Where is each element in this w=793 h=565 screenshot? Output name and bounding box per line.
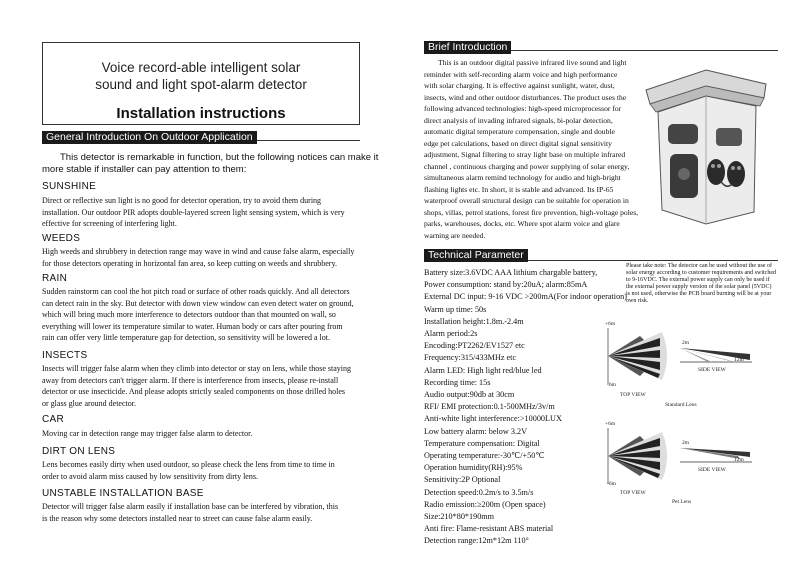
brief-banner: Brief Introduction <box>424 41 511 54</box>
body-line: installation. Our outdoor PIR adopts double-layered screen light sensing system, which is very <box>42 207 345 217</box>
title-line-2: sound and light spot-alarm detector <box>95 77 307 92</box>
body-line: everything will lower its temperature similar to water. Human body or cars after pouring from <box>42 321 343 331</box>
body-line: automatic digital temperature compensation, single and double <box>424 127 615 136</box>
spec-item: Frequency:315/433MHz etc <box>424 353 517 363</box>
body-line: order to avoid alarm miss caused by low sensitivity from dirty lens. <box>42 471 258 481</box>
spec-item: Temperature compensation: Digital <box>424 438 540 448</box>
section-heading: INSECTS <box>42 350 88 361</box>
pet-top-view-label: TOP VIEW <box>620 490 646 496</box>
general-intro-line-1: This detector is remarkable in function, but the following notices can make it <box>60 152 379 163</box>
spec-item: Warm up time: 50s <box>424 304 487 314</box>
body-line: waterproof overall structural design can be suitable for operation in <box>424 196 629 205</box>
section-heading: RAIN <box>42 273 68 284</box>
section-body <box>42 428 252 440</box>
pet-side-view-height-label: 2m <box>682 440 690 446</box>
spec-item: Encoding:PT2262/EV1527 etc <box>424 341 525 351</box>
spec-list <box>424 267 627 548</box>
spec-item: Size:210*80*190mm <box>424 512 495 522</box>
pet-side-view-label: SIDE VIEW <box>698 467 726 473</box>
side-view-label: SIDE VIEW <box>698 367 726 373</box>
spec-item: Recording time: 15s <box>424 377 491 387</box>
top-view-label: TOP VIEW <box>620 392 646 398</box>
body-line: insects, wind and other outdoor disturbances. The product uses the <box>424 92 627 102</box>
section-heading: SUNSHINE <box>42 181 97 192</box>
body-line: Insects will trigger false alarm when they climb into detector or stay on lens, while those staying <box>42 364 352 373</box>
section-heading: WEEDS <box>42 233 81 244</box>
body-line: adjustment, Signal filtering to stray light base on multiple infrared <box>424 150 626 159</box>
section-body <box>42 363 351 409</box>
body-line: High weeds and shrubbery in detection range may wave in wind and cause false alarm, especially <box>42 247 355 256</box>
section-body <box>42 459 335 482</box>
pet-top-view-plus-label: +6m <box>605 421 616 427</box>
body-line: edge pet calculations, based on direct digital signal sensitivity <box>424 138 612 148</box>
top-view-minus-label: -6m <box>607 382 616 388</box>
title-box <box>42 42 360 125</box>
body-line: following advanced technologies: high-speed microprocessor for <box>424 104 622 113</box>
spec-item: Alarm period:2s <box>424 329 478 339</box>
body-line: reminder with self-recording alarm voice and high performance <box>424 69 618 79</box>
side-view-range-label: 12m <box>734 357 744 363</box>
pet-lens-top-view <box>600 428 670 484</box>
spec-item: Battery size:3.6VDC AAA lithium chargable battery, <box>424 268 598 277</box>
spec-item: Anti fire: Flame-resistant ABS material <box>424 524 554 534</box>
section-heading: UNSTABLE INSTALLATION BASE <box>42 488 204 499</box>
section-body <box>42 501 338 524</box>
body-line: which will bring much more interference to detectors outdoor than that mounted on wall, so <box>42 310 336 320</box>
section-body <box>42 195 345 230</box>
body-line: or glass glue around detector. <box>42 398 136 408</box>
installation-title: Installation instructions <box>116 105 286 122</box>
body-line: Sudden rainstorm can cool the hot pitch road or surface of other roads quickly. And all detectors <box>42 287 350 296</box>
standard-lens-caption: Standard Lens <box>665 402 697 408</box>
body-line: can detect rain in the sky. But detector with down view window can even detect water on ground, <box>42 298 354 308</box>
body-line: channel , continuous charging and power supplying of solar energy, <box>424 161 630 171</box>
body-line: Moving car in detection range may trigger false alarm to detector. <box>42 429 253 438</box>
spec-item: Low battery alarm: below 3.2V <box>424 426 527 436</box>
general-intro-line-2: more stable if installer can pay attention to them: <box>42 164 247 175</box>
body-line: effective for screening of interfering light. <box>42 219 177 229</box>
side-view-height-label: 2m <box>682 340 690 346</box>
spec-item: Detection speed:0.2m/s to 3.5m/s <box>424 487 534 497</box>
body-line: Lens becomes easily dirty when used outdoor, so please check the lens from time to time in <box>42 460 335 469</box>
standard-lens-top-view <box>600 328 670 384</box>
pet-lens-caption: Pet Lens <box>672 499 692 505</box>
title-line-1: Voice record-able intelligent solar <box>101 60 301 75</box>
body-line: simultaneous alarm remind technology for audio and high-bright <box>424 173 621 182</box>
body-line: flashing lights etc. In short, it is stable and advanced. Its IP-65 <box>424 184 614 194</box>
spec-item: RFI/ EMI protection:0.1-500MHz/3v/m <box>424 402 555 412</box>
body-line: away from detectors can't trigger alarm. If there is interference from insects, please re-install <box>42 375 339 385</box>
brief-body <box>424 57 638 241</box>
section-heading: CAR <box>42 414 65 425</box>
spec-item: Sensitivity:2P Optional <box>424 475 501 485</box>
pet-top-view-minus-label: -6m <box>607 481 616 487</box>
body-line: with solar charging. It is effective against sunlight, water, dust, <box>424 81 615 90</box>
solar-power-note: Please take note: The detector can be used without the use of solar energy according to customer requirements and switched to 9-16VDC. The external power supply can only be used if the external power supply version of the solar panel (5VDC) is not used, otherwise the PCB board burning will be at your own risk. <box>626 263 777 304</box>
pet-side-view-range-label: 12m <box>734 457 744 463</box>
body-line: Detector will trigger false alarm easily if installation base can be interfered by vibration, this <box>42 502 339 511</box>
spec-item: Installation height:1.8m.-2.4m <box>424 316 524 326</box>
body-line: is the reason why some detectors installed near to street can cause false alarm easily. <box>42 513 313 523</box>
spec-item: Anti-white light interference:>10000LUX <box>424 414 562 424</box>
spec-item: Power consumption: stand by:20uA; alarm:85mA <box>424 280 588 290</box>
spec-item: Audio output:90db at 30cm <box>424 390 515 400</box>
body-line: Direct or reflective sun light is no good for detector operation, try to avoid them during <box>42 196 322 205</box>
body-line: detector or use insecticide. And please adopts strictly sealed components on those drilled holes <box>42 387 346 397</box>
body-line: direct analysis of invading infrared signals, bi-polar detection, <box>424 115 613 125</box>
body-line: warning are needed. <box>424 230 486 240</box>
general-banner: General Introduction On Outdoor Application <box>42 131 257 144</box>
technical-banner: Technical Parameter <box>424 249 528 262</box>
top-view-plus-label: +6m <box>605 321 616 327</box>
body-line: rain can offer very little temperature gap for detection, so sensitivity will be lowered a lot. <box>42 333 330 343</box>
spec-item: External DC input: 9-16 VDC >200mA(For indoor operation) <box>424 292 627 302</box>
spec-item: Radio emission:≥200m (Open space) <box>424 499 546 509</box>
body-line: for those detectors operating in horizontal fan area, so keep cutting on weeds and shrubbery. <box>42 258 337 268</box>
section-body <box>42 286 354 344</box>
body-line: parks, warehouses, docks, etc. Where spot alarm voice and glare <box>424 219 620 228</box>
body-line: This is an outdoor digital passive infrared live sound and light <box>438 58 627 67</box>
section-heading: DIRT ON LENS <box>42 446 116 457</box>
spec-item: Alarm LED: High light red/blue led <box>424 365 542 375</box>
section-body <box>42 246 354 269</box>
spec-item: Operation humidity(RH):95% <box>424 463 523 473</box>
spec-item: Detection range:12m*12m 110° <box>424 536 529 546</box>
detector-product-image <box>636 62 784 232</box>
spec-item: Operating temperature:-30℃/+50℃ <box>424 451 545 461</box>
body-line: shops, villas, petrol stations, forest fire prevention, high-voltage poles, <box>424 207 639 217</box>
